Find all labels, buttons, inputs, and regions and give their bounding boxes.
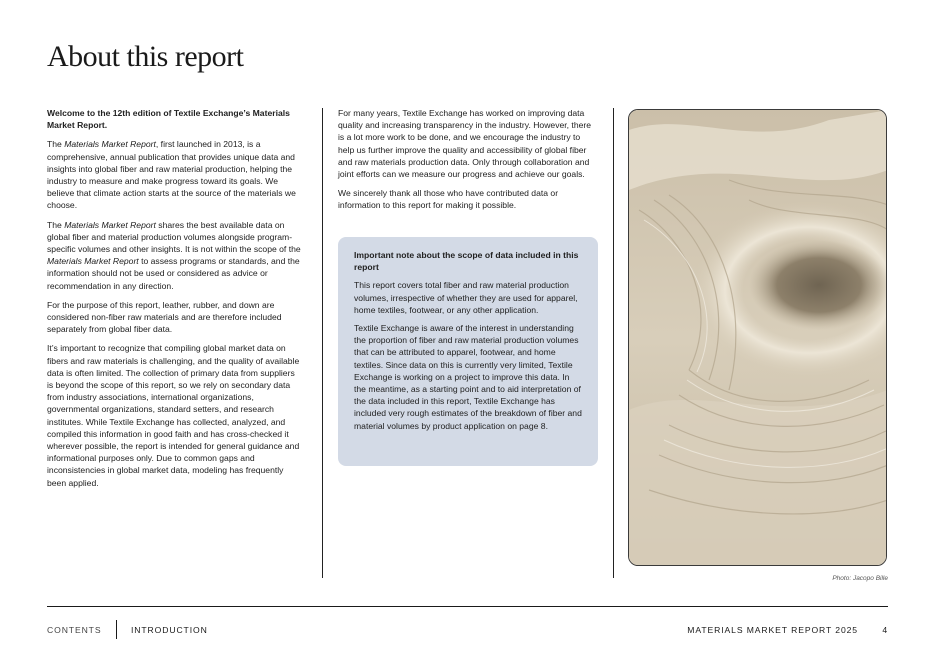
page-title: About this report bbox=[47, 40, 244, 73]
footer-rule bbox=[47, 606, 888, 607]
intro-paragraph-1: The Materials Market Report, first launched in 2013, is a comprehensive, annual publication that provides unique data and insights into global fiber and raw material production, helping the industry to measure and make progress toward its goals. We believe that climate action starts at the source of the materials we choose. bbox=[47, 139, 296, 211]
middle-column bbox=[338, 107, 593, 219]
column-divider-2 bbox=[613, 108, 614, 578]
scope-note-title: Important note about the scope of data included in this report bbox=[354, 250, 579, 273]
page-number: 4 bbox=[882, 625, 888, 635]
photo-credit: Photo: Jacopo Bille bbox=[832, 575, 888, 582]
report-title: MATERIALS MARKET REPORT 2025 bbox=[687, 625, 858, 635]
scope-note-box bbox=[338, 237, 598, 466]
intro-lead: Welcome to the 12th edition of Textile Exchange’s Materials Market Report. bbox=[47, 108, 290, 131]
scope-note-paragraph-1: This report covers total fiber and raw material production volumes, irrespective of whether they are used for apparel, home textiles, footwear, or any other application. bbox=[354, 280, 578, 315]
column-divider-1 bbox=[322, 108, 323, 578]
scope-note-paragraph-2: Textile Exchange is aware of the interest in understanding the proportion of fiber and raw material production volumes that can be attributed to apparel, footwear, and home textiles. Since data on this is currently very limited, Textile Exchange is working on a project to improve this data. In the meantime, as a starting point and to aid interpretation of the data included in this report, Textile Exchange has included very rough estimates of the breakdown of fiber and material volumes by product application on page 8. bbox=[354, 323, 582, 431]
wool-fiber-image bbox=[629, 110, 887, 566]
middle-paragraph-1: For many years, Textile Exchange has worked on improving data quality and increasing transparency in the industry. However, there is a lot more work to be done, and we encourage the industry to help us further improve the quality and accessibility of global fiber and raw materials production data. Only through collaboration and joint efforts can we measure our progress and achieve our goals. bbox=[338, 108, 592, 180]
section-label[interactable]: INTRODUCTION bbox=[131, 625, 208, 635]
wool-fiber-photo bbox=[628, 109, 887, 566]
intro-paragraph-2: The Materials Market Report shares the best available data on global fiber and material production volumes alongside program-specific volumes and other insights. It is not within the scope of the Materials Market Report to assess programs or standards, and the information should not be used or considered as advice or recommendation in any direction. bbox=[47, 219, 301, 291]
footer-divider bbox=[116, 620, 117, 639]
middle-paragraph-2: We sincerely thank all those who have contributed data or information to this report for making it possible. bbox=[338, 188, 559, 211]
intro-paragraph-3: For the purpose of this report, leather, rubber, and down are considered non-fiber raw materials and are therefore included separately from global fiber data. bbox=[47, 299, 282, 335]
contents-link[interactable]: CONTENTS bbox=[47, 625, 102, 635]
intro-paragraph-4: It’s important to recognize that compiling global market data on fibers and raw materials is challenging, and the quality of available data is often limited. The collection of primary data from suppliers is beyond the scope of this report, so we rely on secondary data from industry associations, international organizations, governmental organizations, standard setters, and research institutes. While Textile Exchange has collected, analyzed, and compiled this information in good faith and has cross-checked it wherever possible, the report is intended for general guidance and informational purposes only. Due to common gaps and inconsistencies in global market data, modeling has frequently been applied. bbox=[47, 343, 300, 488]
left-column bbox=[47, 107, 303, 496]
